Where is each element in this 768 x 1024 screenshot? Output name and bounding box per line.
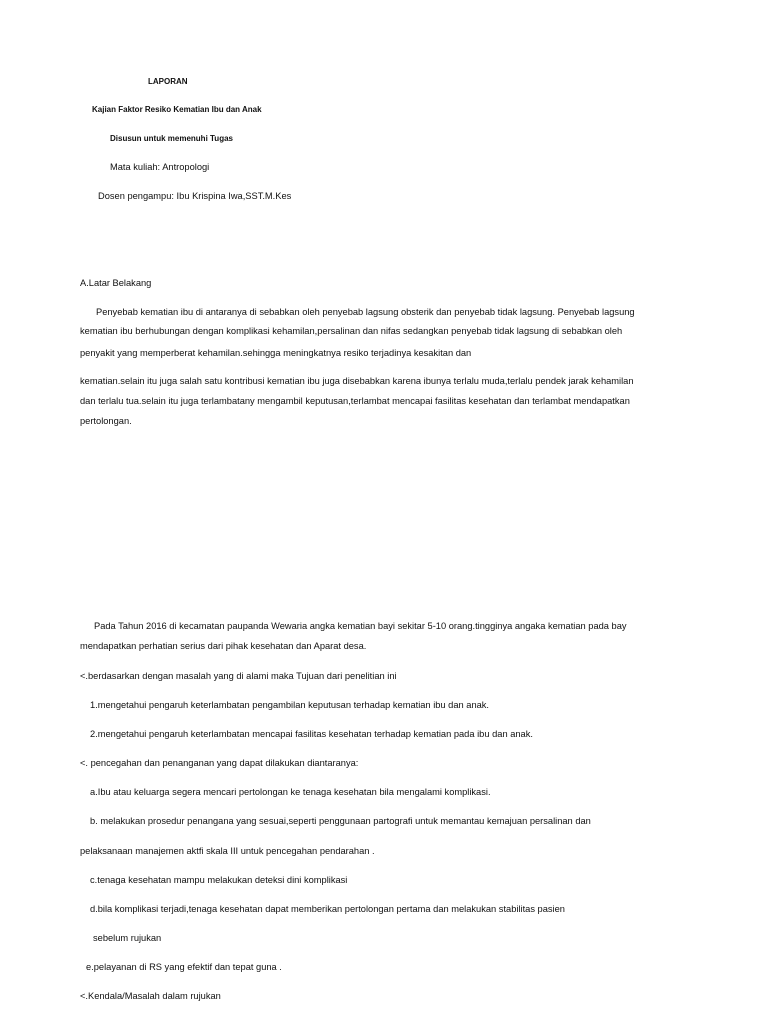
paragraph-line: Penyebab kematian ibu di antaranya di sebabkan oleh penyebab lagsung obsterik dan penyebab tidak lagsung. Penyebab lagsung	[96, 307, 635, 317]
goal-item-2: 2.mengetahui pengaruh keterlambatan mencapai fasilitas kesehatan terhadap kematian pada ibu dan anak.	[90, 729, 533, 739]
report-title: LAPORAN	[148, 77, 188, 86]
section-heading-background: A.Latar Belakang	[80, 278, 152, 288]
course-line: Mata kuliah: Antropologi	[110, 162, 210, 172]
paragraph-line: kematian ibu berhubungan dengan komplikasi kehamilan,persalinan dan nifas sedangkan penyebab tidak lagsung di sebabkan oleh	[80, 326, 623, 336]
prevention-item-a: a.Ibu atau keluarga segera mencari pertolongan ke tenaga kesehatan bila mengalami komplikasi.	[90, 787, 491, 797]
paragraph-line: kematian.selain itu juga salah satu kontribusi kematian ibu juga disebabkan karena ibunya terlalu muda,terlalu pendek jarak kehamilan	[80, 376, 634, 386]
report-purpose: Disusun untuk memenuhi Tugas	[110, 134, 233, 143]
paragraph-line: Pada Tahun 2016 di kecamatan paupanda Wewaria angka kematian bayi sekitar 5-10 orang.tingginya angaka kematian pada bay	[94, 621, 627, 631]
paragraph-line: penyakit yang memperberat kehamilan.sehingga meningkatnya resiko terjadinya kesakitan dan	[80, 348, 472, 358]
prevention-item-b: b. melakukan prosedur penangana yang sesuai,seperti penggunaan partografi untuk memantau kemajuan persalinan dan	[90, 816, 591, 826]
paragraph-line: pertolongan.	[80, 416, 132, 426]
prevention-item-b-cont: pelaksanaan manajemen aktfi skala III untuk pencegahan pendarahan .	[80, 846, 375, 856]
prevention-item-c: c.tenaga kesehatan mampu melakukan deteksi dini komplikasi	[90, 875, 348, 885]
goal-item-1: 1.mengetahui pengaruh keterlambatan pengambilan keputusan terhadap kematian ibu dan anak.	[90, 700, 490, 710]
paragraph-line: mendapatkan perhatian serius dari pihak kesehatan dan Aparat desa.	[80, 641, 367, 651]
lecturer-line: Dosen pengampu: Ibu Krispina Iwa,SST.M.Kes	[98, 191, 292, 201]
prevention-intro: <. pencegahan dan penanganan yang dapat dilakukan diantaranya:	[80, 758, 359, 768]
prevention-item-d: d.bila komplikasi terjadi,tenaga kesehatan dapat memberikan pertolongan pertama dan melakukan stabilitas pasien	[90, 904, 565, 914]
prevention-item-e: e.pelayanan di RS yang efektif dan tepat guna .	[86, 962, 282, 972]
goals-intro: <.berdasarkan dengan masalah yang di alami maka Tujuan dari penelitian ini	[80, 671, 397, 681]
paragraph-line: dan terlalu tua.selain itu juga terlambatany mengambil keputusan,terlambat mencapai fasilitas kesehatan dan terlambat mendapatkan	[80, 396, 630, 406]
report-subtitle: Kajian Faktor Resiko Kematian Ibu dan Anak	[92, 105, 262, 114]
prevention-item-d-cont: sebelum rujukan	[93, 933, 162, 943]
obstacles-heading: <.Kendala/Masalah dalam rujukan	[80, 991, 221, 1001]
